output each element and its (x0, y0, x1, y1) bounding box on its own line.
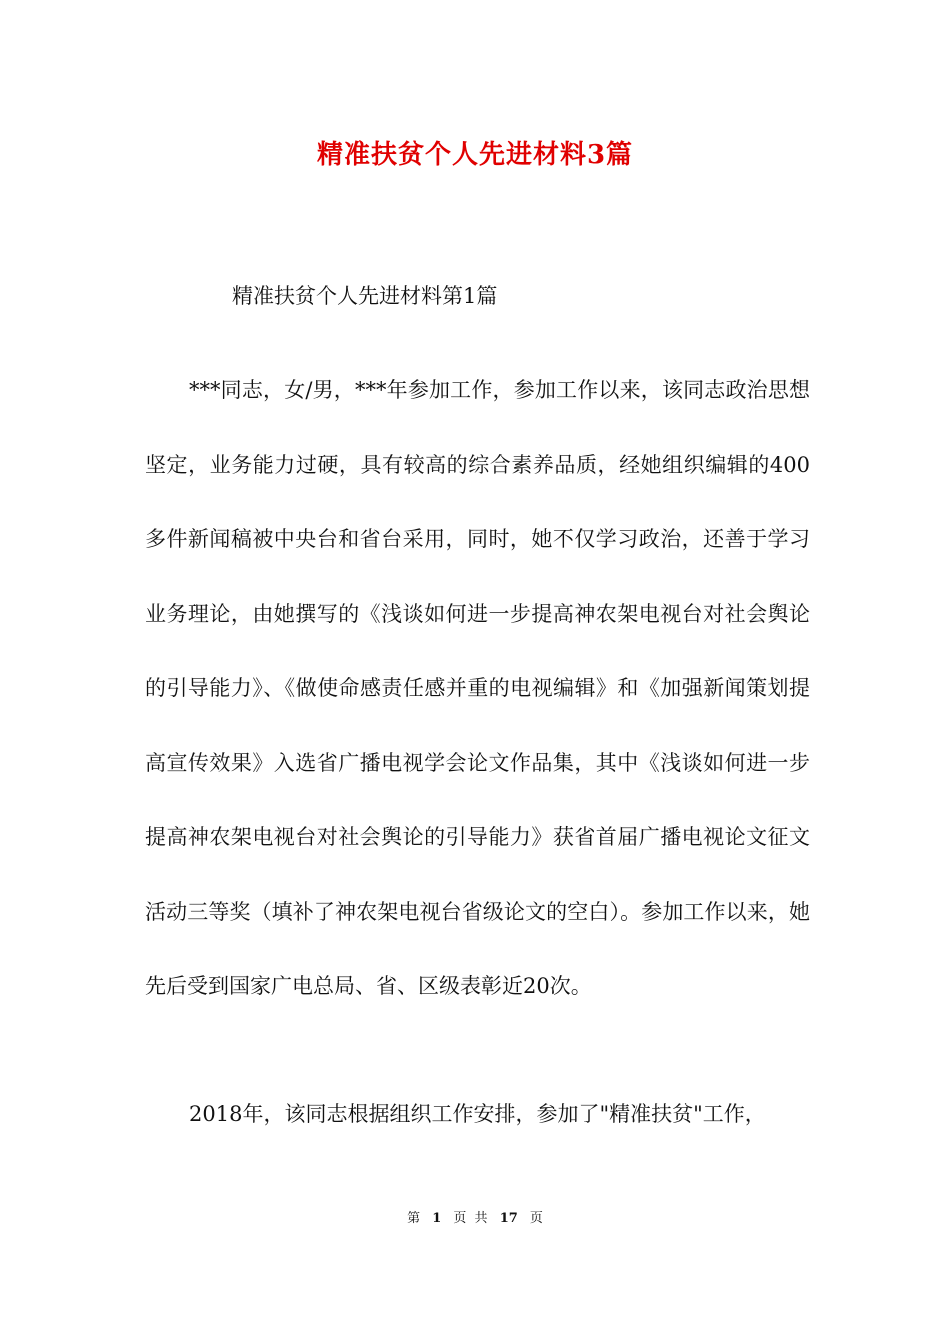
footer-total-pages: 17 (499, 1211, 518, 1226)
document-title: 精准扶贫个人先进材料3篇 (316, 140, 634, 170)
footer-mid: 页 共 (453, 1211, 488, 1226)
body-paragraph-2: 2018年，该同志根据组织工作安排，参加了"精准扶贫"工作， (189, 1102, 766, 1126)
footer-current-page: 1 (432, 1211, 442, 1226)
page-footer (0, 1210, 950, 1228)
section-heading: 精准扶贫个人先进材料第1篇 (232, 284, 498, 308)
body-paragraph-1: ***同志，女/男，***年参加工作，参加工作以来，该同志政治思想坚定，业务能力过硬，具有较高的综合素养品质，经她组织编辑的400多件新闻稿被中央台和省台采用，同时，她不仅学习政治，还善于学习业务理论，由她撰写的《浅谈如何进一步提高神农架电视台对社会舆论的引导能力》、《做使命感责任感并重的电视编辑》和《加强新闻策划提高宣传效果》入选省广播电视学会论文作品集，其中《浅谈如何进一步提高神农架电视台对社会舆论的引导能力》获省首届广播电视论文征文活动三等奖（填补了神农架电视台省级论文的空白）。参加工作以来，她先后受到国家广电总局、省、区级表彰近20次。 (145, 378, 810, 998)
footer-suffix: 页 (529, 1211, 543, 1226)
footer-prefix: 第 (407, 1211, 421, 1226)
